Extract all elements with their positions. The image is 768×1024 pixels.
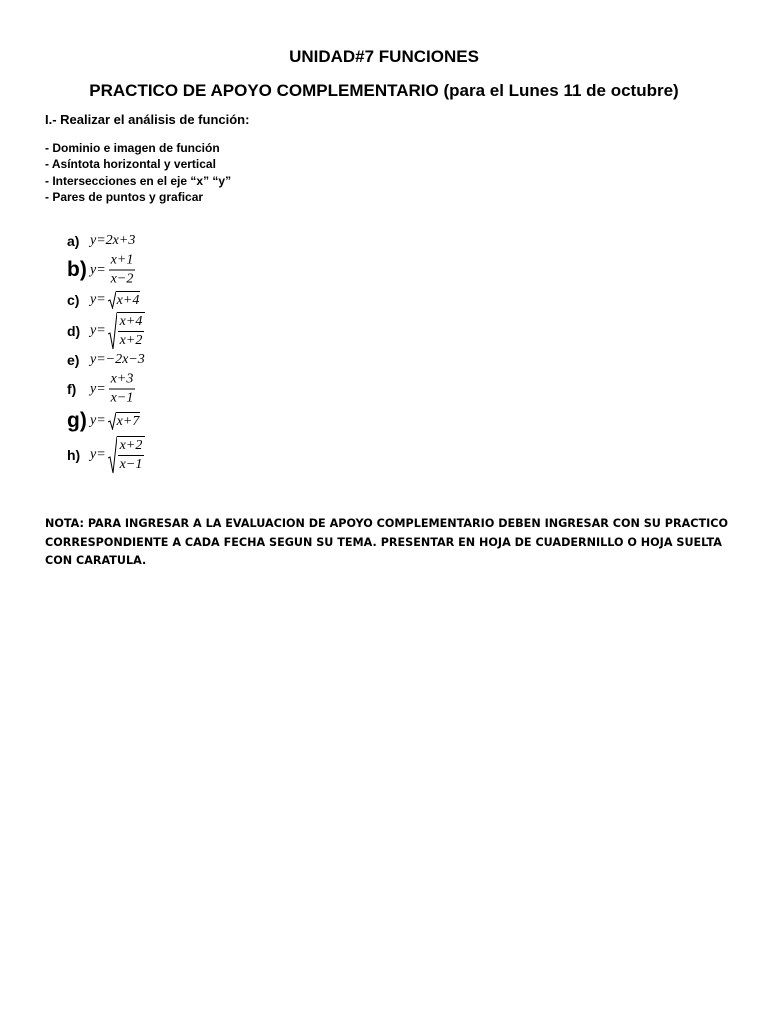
formula-expr: 2x+3 (105, 233, 136, 248)
exercise-label: f) (67, 381, 77, 397)
square-root (108, 412, 141, 430)
exercise-h (0, 438, 400, 472)
fraction-numerator: x+4 (118, 314, 145, 332)
fraction-numerator: x+3 (109, 372, 136, 390)
exercise-label: c) (67, 292, 80, 308)
analysis-list (45, 140, 231, 205)
analysis-item: - Pares de puntos y graficar (45, 189, 204, 204)
fraction-numerator: x+2 (118, 438, 145, 456)
fraction-denominator: x−2 (110, 271, 134, 287)
radicand: x+7 (116, 413, 140, 429)
page-subtitle: PRACTICO DE APOYO COMPLEMENTARIO (para el Lunes 11 de octubre) (89, 81, 679, 100)
square-root (108, 291, 141, 309)
exercise-b (0, 252, 400, 287)
exercise-label: a) (67, 233, 80, 249)
formula (90, 436, 145, 474)
radicand (117, 312, 146, 350)
formula-expr: −2x−3 (105, 352, 145, 367)
formula-lhs: y= (90, 292, 106, 307)
formula (90, 253, 135, 288)
exercise-f (0, 371, 400, 406)
square-root (108, 312, 146, 350)
formula-lhs: y= (90, 233, 106, 248)
formula (90, 372, 135, 407)
formula (90, 312, 145, 350)
fraction-denominator: x−1 (110, 390, 134, 406)
formula (90, 291, 140, 309)
fraction (109, 372, 136, 407)
exercise-label: d) (67, 323, 81, 339)
formula-lhs: y= (90, 413, 106, 428)
exercise-label: e) (67, 352, 80, 368)
formula-lhs: y= (90, 447, 106, 462)
fraction (118, 438, 145, 473)
formula-lhs: y= (90, 262, 106, 277)
radical-sign-icon (108, 291, 116, 309)
fraction-denominator: x+2 (119, 333, 143, 348)
fraction-numerator: x+1 (109, 253, 136, 271)
exercise-label: h) (67, 447, 81, 463)
analysis-item: - Asíntota horizontal y vertical (45, 157, 216, 172)
formula (90, 352, 145, 368)
exercise-a (0, 233, 400, 249)
formula (90, 233, 135, 249)
radical-sign-icon (108, 412, 116, 430)
exercise-c (0, 292, 400, 308)
analysis-item: - Dominio e imagen de función (45, 141, 220, 155)
page-title: UNIDAD#7 FUNCIONES (289, 47, 479, 66)
formula (90, 412, 140, 430)
exercise-label: g) (67, 409, 87, 432)
radical-sign-icon (108, 312, 117, 350)
note-paragraph: NOTA: PARA INGRESAR A LA EVALUACION DE APOYO COMPLEMENTARIO DEBEN INGRESAR CON SU PRACTICO CORRESPONDIENTE A CADA FECHA SEGUN SU TEMA. PRESENTAR EN HOJA DE CUADERNILLO O HOJA SUELTA CON CARATULA. (45, 517, 728, 568)
fraction (109, 253, 136, 288)
fraction (118, 314, 145, 349)
radical-sign-icon (108, 436, 117, 474)
exercise-g (0, 409, 400, 432)
analysis-item: - Intersecciones en el eje “x” “y” (45, 173, 232, 188)
exercise-label: b) (67, 258, 87, 281)
formula-lhs: y= (90, 381, 106, 396)
formula-lhs: y= (90, 352, 106, 367)
formula-lhs: y= (90, 323, 106, 338)
exercise-e (0, 352, 400, 368)
instruction-text: I.- Realizar el análisis de función: (45, 112, 250, 127)
radicand: x+4 (116, 292, 140, 308)
square-root (108, 436, 146, 474)
exercise-d (0, 314, 400, 348)
radicand (117, 436, 146, 474)
fraction-denominator: x−1 (119, 457, 143, 472)
